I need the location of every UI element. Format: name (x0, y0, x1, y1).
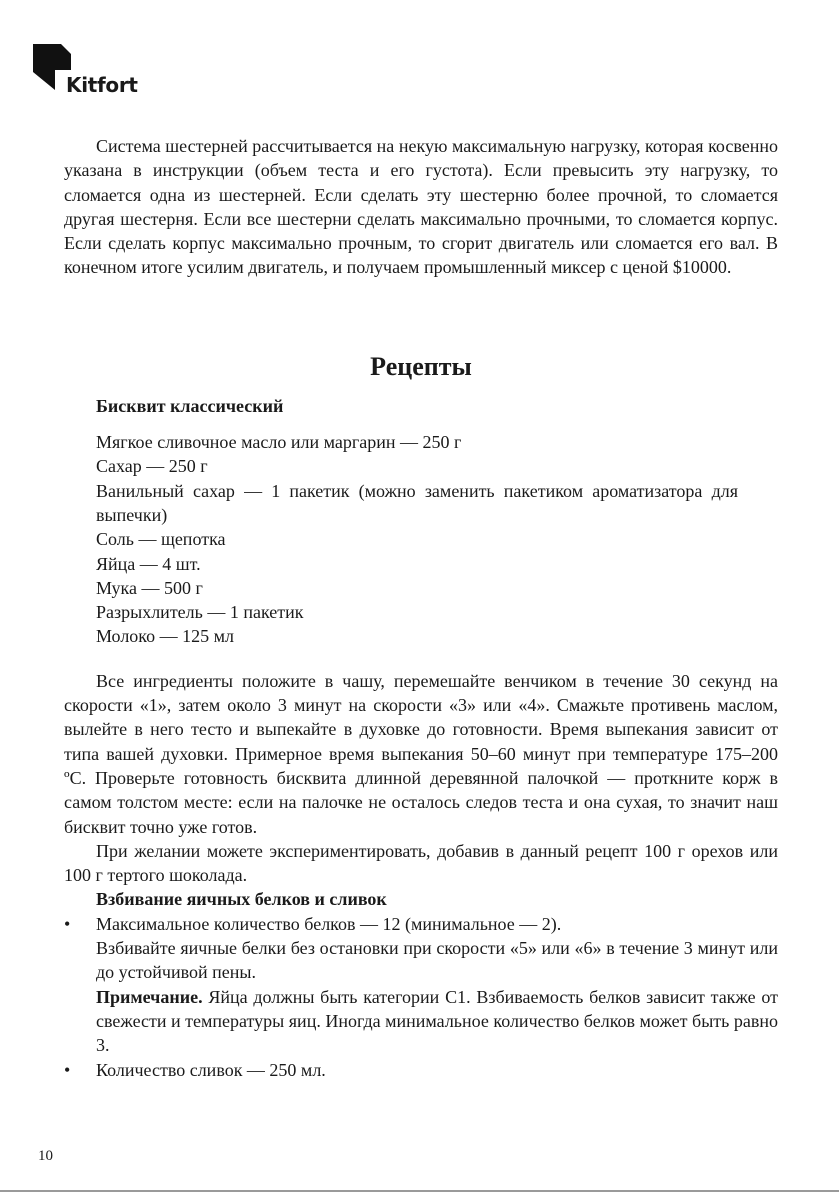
page-content (64, 134, 778, 1082)
brand-name: Kitfort (66, 73, 138, 97)
bullet-symbol: • (64, 913, 71, 934)
bottom-divider (0, 1190, 839, 1192)
note-label: Примечание. (96, 986, 203, 1007)
note-paragraph (96, 985, 778, 1058)
ingredient-item: Сахар — 250 г (96, 456, 208, 477)
ingredient-item: Разрыхлитель — 1 пакетик (96, 602, 304, 623)
bullet-text: Количество сливок — 250 мл. (96, 1059, 326, 1080)
ingredient-item: Мягкое сливочное масло или маргарин — 250 г (96, 432, 462, 453)
brand-logo (33, 44, 173, 100)
ingredient-list (64, 430, 778, 649)
ingredient-item: Ванильный сахар — 1 пакетик (можно заменить пакетиком ароматизатора для выпечки) (96, 480, 738, 525)
ingredient-item: Соль — щепотка (96, 529, 226, 550)
ingredient-item: Мука — 500 г (96, 577, 203, 598)
ingredient-item: Молоко — 125 мл (96, 626, 235, 647)
recipe-method: Все ингредиенты положите в чашу, перемешайте венчиком в течение 30 секунд на скорости «1», затем около 3 минут на скорости «3» или «4». Смажьте противень маслом, вылейте в него тесто и выпекайте в духовке до готовности. Время выпекания зависит от типа вашей духовки. Примерное время выпекания 50–60 минут при температуре 175–200 ºC. Проверьте готовность бисквита длинной деревянной палочкой — проткните корж в самом толстом месте: если на палочке не осталось следов теста и она сухая, то значит наш бисквит точно уже готов. (64, 670, 778, 837)
bullet-item (64, 1058, 778, 1082)
page-number: 10 (38, 1148, 53, 1164)
bullet-text: Максимальное количество белков — 12 (минимальное — 2). (96, 913, 562, 934)
bullet-item (64, 912, 778, 1058)
recipe-title: Бисквит классический (96, 395, 284, 416)
section2-title: Взбивание яичных белков и сливок (96, 889, 387, 910)
recipe-variation: При желании можете экспериментировать, добавив в данный рецепт 100 г орехов или 100 г тертого шоколада. (64, 840, 778, 886)
bullet-detail: Взбивайте яичные белки без остановки при скорости «5» или «6» в течение 3 минут или до устойчивой пены. (96, 938, 778, 983)
intro-paragraph: Система шестерней рассчитывается на некую максимальную нагрузку, которая косвенно указана в инструкции (объем теста и его густота). Если превысить эту нагрузку, то сломается одна из шестерней. Если сделать эту шестерню более прочной, то сломается другая шестерня. Если все шестерни сделать максимально прочными, то сломается корпус. Если сделать корпус максимально прочным, то сгорит двигатель или сломается его вал. В конечном итоге усилим двигатель, и получаем промышленный миксер с ценой $10000. (64, 136, 778, 278)
note-text: Яйца должны быть категории С1. Взбиваемость белков зависит также от свежести и температуры яиц. Иногда минимальное количество белков может быть равно 3. (96, 986, 778, 1056)
bullet-symbol: • (64, 1059, 71, 1080)
ingredient-item: Яйца — 4 шт. (96, 553, 201, 574)
section-title: Рецепты (370, 351, 472, 381)
